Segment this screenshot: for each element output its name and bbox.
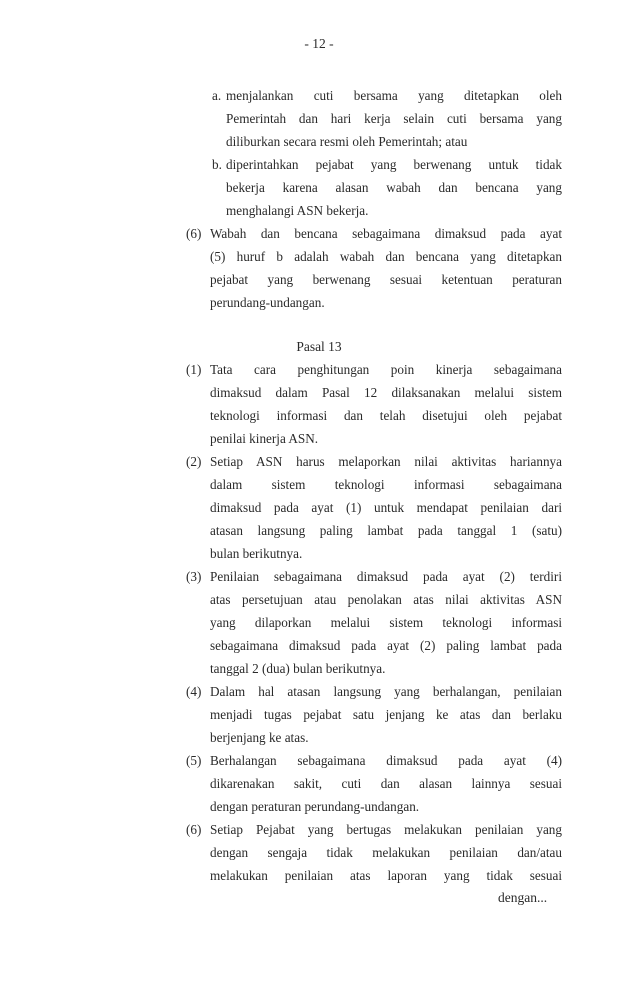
pasal13-3-line-2: atas persetujuan atau penolakan atas nilai aktivitas ASN [210,592,562,607]
pasal13-5-line-3: dengan peraturan perundang-undangan. [210,799,420,814]
pasal13-1-line-1: Tata cara penghitungan poin kinerja sebagaimana [210,362,562,377]
pasal13-4-line-1: Dalam hal atasan langsung yang berhalangan, penilaian [210,684,562,699]
pasal13-4-line-2: menjadi tugas pejabat satu jenjang ke atas dan berlaku [210,707,562,722]
pasal13-4-marker: (4) [186,684,202,699]
pasal13-5-line-2: dikarenakan sakit, cuti dan alasan lainnya sesuai [210,776,562,791]
pasal13-2-line-4: atasan langsung paling lambat pada tanggal 1 (satu) [210,523,562,538]
paragraph-6-marker: (6) [186,226,202,241]
pasal13-1-line-3: teknologi informasi dan telah disetujui oleh pejabat [210,408,562,423]
page-number: - 12 - [304,36,334,51]
pasal-heading: Pasal 13 [296,339,342,354]
pasal13-6-marker: (6) [186,822,202,837]
paragraph-6-line-2: (5) huruf b adalah wabah dan bencana yang ditetapkan [210,249,562,264]
item-a-marker: a. [212,88,222,103]
pasal13-2-line-3: dimaksud pada ayat (1) untuk mendapat penilaian dari [210,500,562,515]
item-a-line-3: diliburkan secara resmi oleh Pemerintah; atau [226,134,468,149]
paragraph-6-line-4: perundang-undangan. [210,295,325,310]
item-a-line-2: Pemerintah dan hari kerja selain cuti bersama yang [226,111,562,126]
pasal13-3-line-3: yang dilaporkan melalui sistem teknologi informasi [210,615,562,630]
pasal13-2-marker: (2) [186,454,202,469]
pasal13-3-line-4: sebagaimana dimaksud pada ayat (2) paling lambat pada [210,638,562,653]
pasal13-6-line-2: dengan sengaja tidak melakukan penilaian dan/atau [210,845,562,860]
item-b-line-3: menghalangi ASN bekerja. [226,203,369,218]
pasal13-3-line-5: tanggal 2 (dua) bulan berikutnya. [210,661,386,676]
pasal13-3-marker: (3) [186,569,202,584]
pasal13-5-line-1: Berhalangan sebagaimana dimaksud pada ayat (4) [210,753,562,768]
pasal13-6-line-1: Setiap Pejabat yang bertugas melakukan penilaian yang [210,822,562,837]
item-b-line-2: bekerja karena alasan wabah dan bencana yang [226,180,562,195]
pasal13-1-line-2: dimaksud dalam Pasal 12 dilaksanakan melalui sistem [210,385,562,400]
pasal13-2-line-5: bulan berikutnya. [210,546,303,561]
pasal13-4-line-3: berjenjang ke atas. [210,730,309,745]
pasal13-5-marker: (5) [186,753,202,768]
pasal13-2-line-1: Setiap ASN harus melaporkan nilai aktivitas hariannya [210,454,562,469]
paragraph-6-line-1: Wabah dan bencana sebagaimana dimaksud pada ayat [210,226,562,241]
paragraph-6-line-3: pejabat yang berwenang sesuai ketentuan peraturan [210,272,562,287]
item-a-line-1: menjalankan cuti bersama yang ditetapkan oleh [226,88,562,103]
pasal13-1-line-4: penilai kinerja ASN. [210,431,319,446]
item-b-marker: b. [212,157,222,172]
pasal13-1-marker: (1) [186,362,202,377]
pasal13-3-line-1: Penilaian sebagaimana dimaksud pada ayat (2) terdiri [210,569,562,584]
continuation-text: dengan... [498,890,548,905]
pasal13-2-line-2: dalam sistem teknologi informasi sebagaimana [210,477,562,492]
item-b-line-1: diperintahkan pejabat yang berwenang untuk tidak [226,157,562,172]
pasal13-6-line-3: melakukan penilaian atas laporan yang tidak sesuai [210,868,562,883]
